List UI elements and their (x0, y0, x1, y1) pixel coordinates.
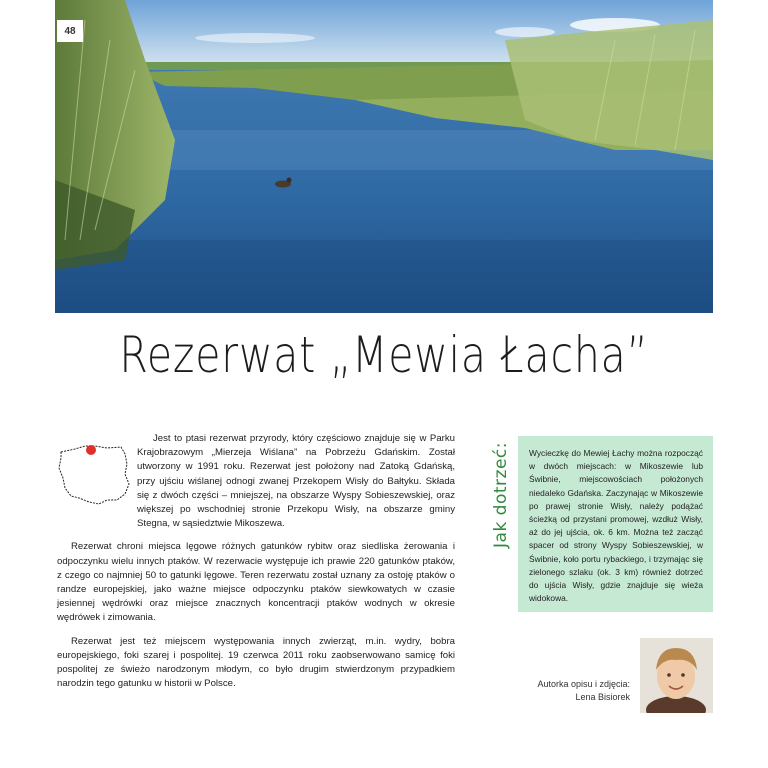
author-name: Lena Bisiorek (575, 691, 630, 702)
header-photo (55, 0, 713, 313)
author-caption: Autorka opisu i zdjęcia: (537, 679, 630, 689)
body-paragraph-3: Rezerwat jest też miejscem występowania innych zwierząt, m.in. wydry, bobra europejskiego, foki szarej i pospolitej. 19 czerwca 2011 roku zaobserwowano samicę foki pospolitej ze świeżo narodzonym młodym, co było drugim stwierdzonym przypadkiem narodzin tego gatunku w historii w Polsce. (57, 635, 455, 690)
lagoon-landscape-image (55, 0, 713, 313)
how-to-get-text: Wycieczkę do Mewiej Łachy można rozpocząć w dwóch miejscach: w Mikoszewie lub Świbnie, miejscowościach położonych niedaleko Gdańska. Zaczynając w Mikoszewie po prawej stronie Wisły, należy podążać ścieżką od przystani promowej, wzdłuż Wisły, aż do jej ujścia, ok. 6 km. Można też zacząć spacer od strony Wyspy Sobieszewskiej, w Świbnie, koło portu rybackiego, i trzymając się zielonego szlaku (ok. 3 km) również dotrzeć do ujścia Wisły, gdzie znajduje się wieża widokowa. (529, 448, 703, 604)
author-portrait-image (640, 638, 713, 713)
body-paragraph-2: Rezerwat chroni miejsca lęgowe różnych gatunków rybitw oraz siedliska żerowania i odpoczynku wielu innych ptaków. W rezerwacie występuje ich prawie 220 gatunków ptaków, z czego co najmniej 50 to gatunki lęgowe. Teren rezerwatu został uznany za ostoję ptaków o randze europejskiej, jako ważne miejsce odpoczynku ptaków siewkowatych w czasie jesiennej wędrówki oraz miejsce znacznych koncentracji ptaków wodnych w okresie wędrówek i zimowania. (57, 541, 455, 624)
author-credit (500, 678, 630, 703)
body-paragraph-1: Jest to ptasi rezerwat przyrody, który częściowo znajduje się w Parku Krajobrazowym „Mierzeja Wiślana” na Pobrzeżu Gdańskim. Został utworzony w 1991 roku. Rezerwat jest położony nad Zatoką Gdańską, przy ujściu wiślanej odnogi zwanej Przekopem Wisły do Bałtyku. Składa się z dwóch części – mniejszej, na obszarze Wyspy Sobieszewskiej, oraz większej po wschodniej stronie Przekopu Wisły, na obszarze gminy Stegna, w sąsiedztwie Mikoszewa. (137, 433, 455, 530)
how-to-get-box (518, 436, 713, 612)
author-photo (640, 638, 713, 713)
how-to-get-label-text: Jak dotrzeć: (491, 442, 511, 548)
how-to-get-label (488, 440, 514, 550)
article-body (57, 432, 455, 700)
page-number: 48 (57, 20, 83, 42)
page-title: Rezerwat „Mewia Łacha” (119, 326, 649, 384)
